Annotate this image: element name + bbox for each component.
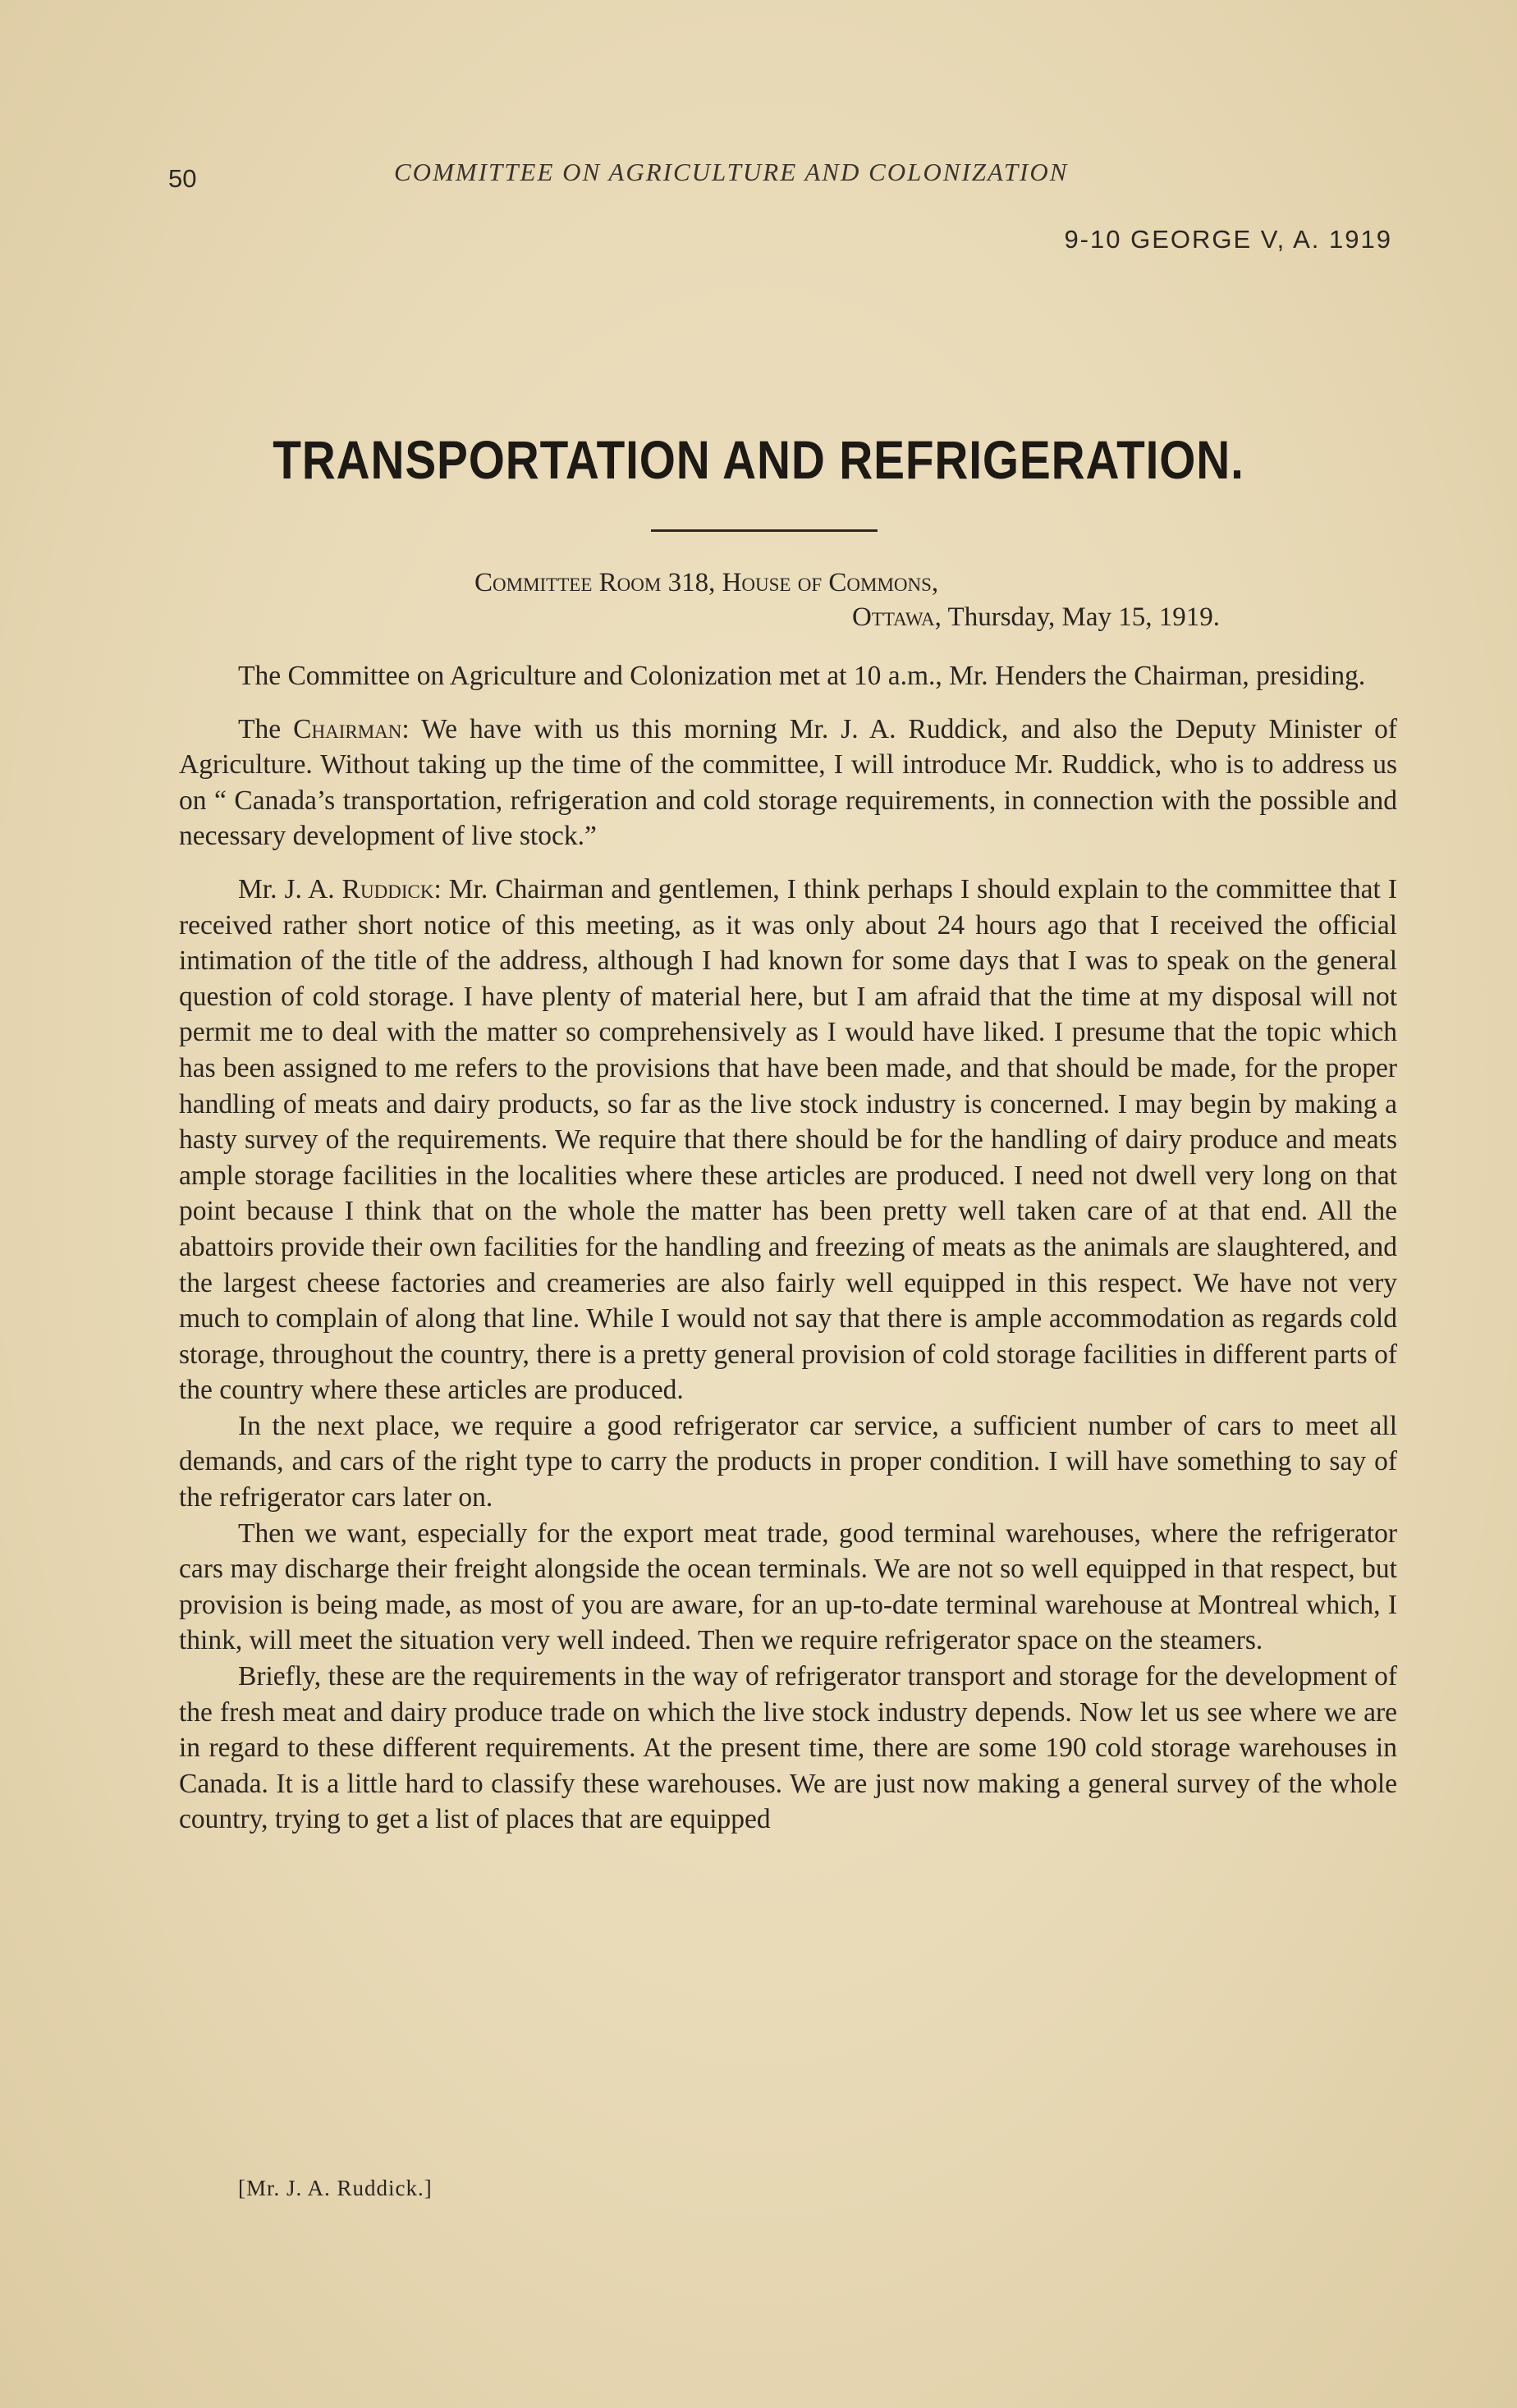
page-number: 50 <box>168 164 197 193</box>
dateline-date <box>852 602 1220 633</box>
dateline-room-number: 318, <box>661 568 722 597</box>
paragraph: The Committee on Agriculture and Colonization met at 10 a.m., Mr. Henders the Chairman, presiding. <box>238 661 1366 691</box>
dateline-punctuation: , <box>931 568 939 597</box>
running-head: COMMITTEE ON AGRICULTURE AND COLONIZATION <box>394 158 1069 186</box>
dateline-date-text: , Thursday, May 15, 1919. <box>934 602 1221 632</box>
session-label: 9-10 GEORGE V, A. 1919 <box>1064 225 1392 254</box>
dateline-city: Ottawa <box>852 602 935 632</box>
dateline-word: Committee <box>474 568 593 597</box>
speaker-prefix: The <box>238 713 294 744</box>
paragraph-text: : We have with us this morning Mr. J. A. Ruddick, and also the Deputy Minister of Agriculture. Without taking up the time of the committee, I will introduce Mr. Ruddick, who is to address us on “ Canada’s transportation, refrigeration and cold storage requirements, in connection with the possible and necessary development of live stock.” <box>179 713 1397 852</box>
paragraph: Then we want, especially for the export meat trade, good terminal warehouses, where the refrigerator cars may discharge their freight alongside the ocean terminals. We are not so well equipped in that respect, but provision is being made, as most of you are aware, for an up-to-date terminal warehouse at Montreal which, I think, will meet the situation very well indeed. Then we require refrigerator space on the steamers. <box>179 1518 1397 1656</box>
dateline-house: House of Commons <box>722 568 932 597</box>
speaker-name: Ruddick <box>341 873 434 904</box>
paragraph: Briefly, these are the requirements in the way of refrigerator transport and storage for the development of the fresh meat and dairy produce trade on which the live stock industry depends. Now let us see where we are in regard to these different requirements. At the present time, there are some 190 cold storage warehouses in Canada. It is a little hard to classify these warehouses. We are just now making a general survey of the whole country, trying to get a list of places that are equipped <box>179 1661 1397 1835</box>
dateline-word: Room <box>598 568 662 597</box>
speaker-prefix: Mr. J. A. <box>238 873 342 904</box>
paragraph <box>179 872 1397 1408</box>
paragraph <box>179 712 1397 854</box>
page-title: TRANSPORTATION AND REFRIGERATION. <box>273 429 1244 490</box>
paragraph: In the next place, we require a good refrigerator car service, a sufficient number of cars to meet all demands, and cars of the right type to carry the products in proper condition. I will have something to say of the refrigerator cars later on. <box>179 1410 1397 1513</box>
paragraph-text: : Mr. Chairman and gentlemen, I think perhaps I should explain to the committee that I received rather short notice of this meeting, as it was only about 24 hours ago that I received the official intimation of the title of the address, although I had known for some days that I was to speak on the general question of cold storage. I have plenty of material here, but I am afraid that the time at my disposal will not permit me to deal with the matter so comprehensively as I would have liked. I presume that the topic which has been assigned to me refers to the provisions that have been made, and that should be made, for the proper handling of meats and dairy products, so far as the live stock industry is concerned. I may begin by making a hasty survey of the requirements. We require that there should be for the handling of dairy produce and meats ample storage facilities in the localities where these articles are produced. I need not dwell very long on that point because I think that on the whole the matter has been pretty well taken care of at that end. All the abattoirs provide their own facilities for the handling and freezing of meats as the animals are slaughtered, and the largest cheese factories and creameries are also fairly well equipped in this respect. We have not very much to complain of along that line. While I would not say that there is ample accommodation as regards cold storage, throughout the country, there is a pretty general provision of cold storage facilities in different parts of the country where these articles are produced. <box>179 873 1397 1406</box>
speaker-name: Chairman <box>293 713 402 744</box>
footer-speaker-note: [Mr. J. A. Ruddick.] <box>238 2176 433 2200</box>
title-divider <box>651 529 878 532</box>
dateline-location <box>474 568 938 598</box>
body-text <box>179 658 1397 1838</box>
